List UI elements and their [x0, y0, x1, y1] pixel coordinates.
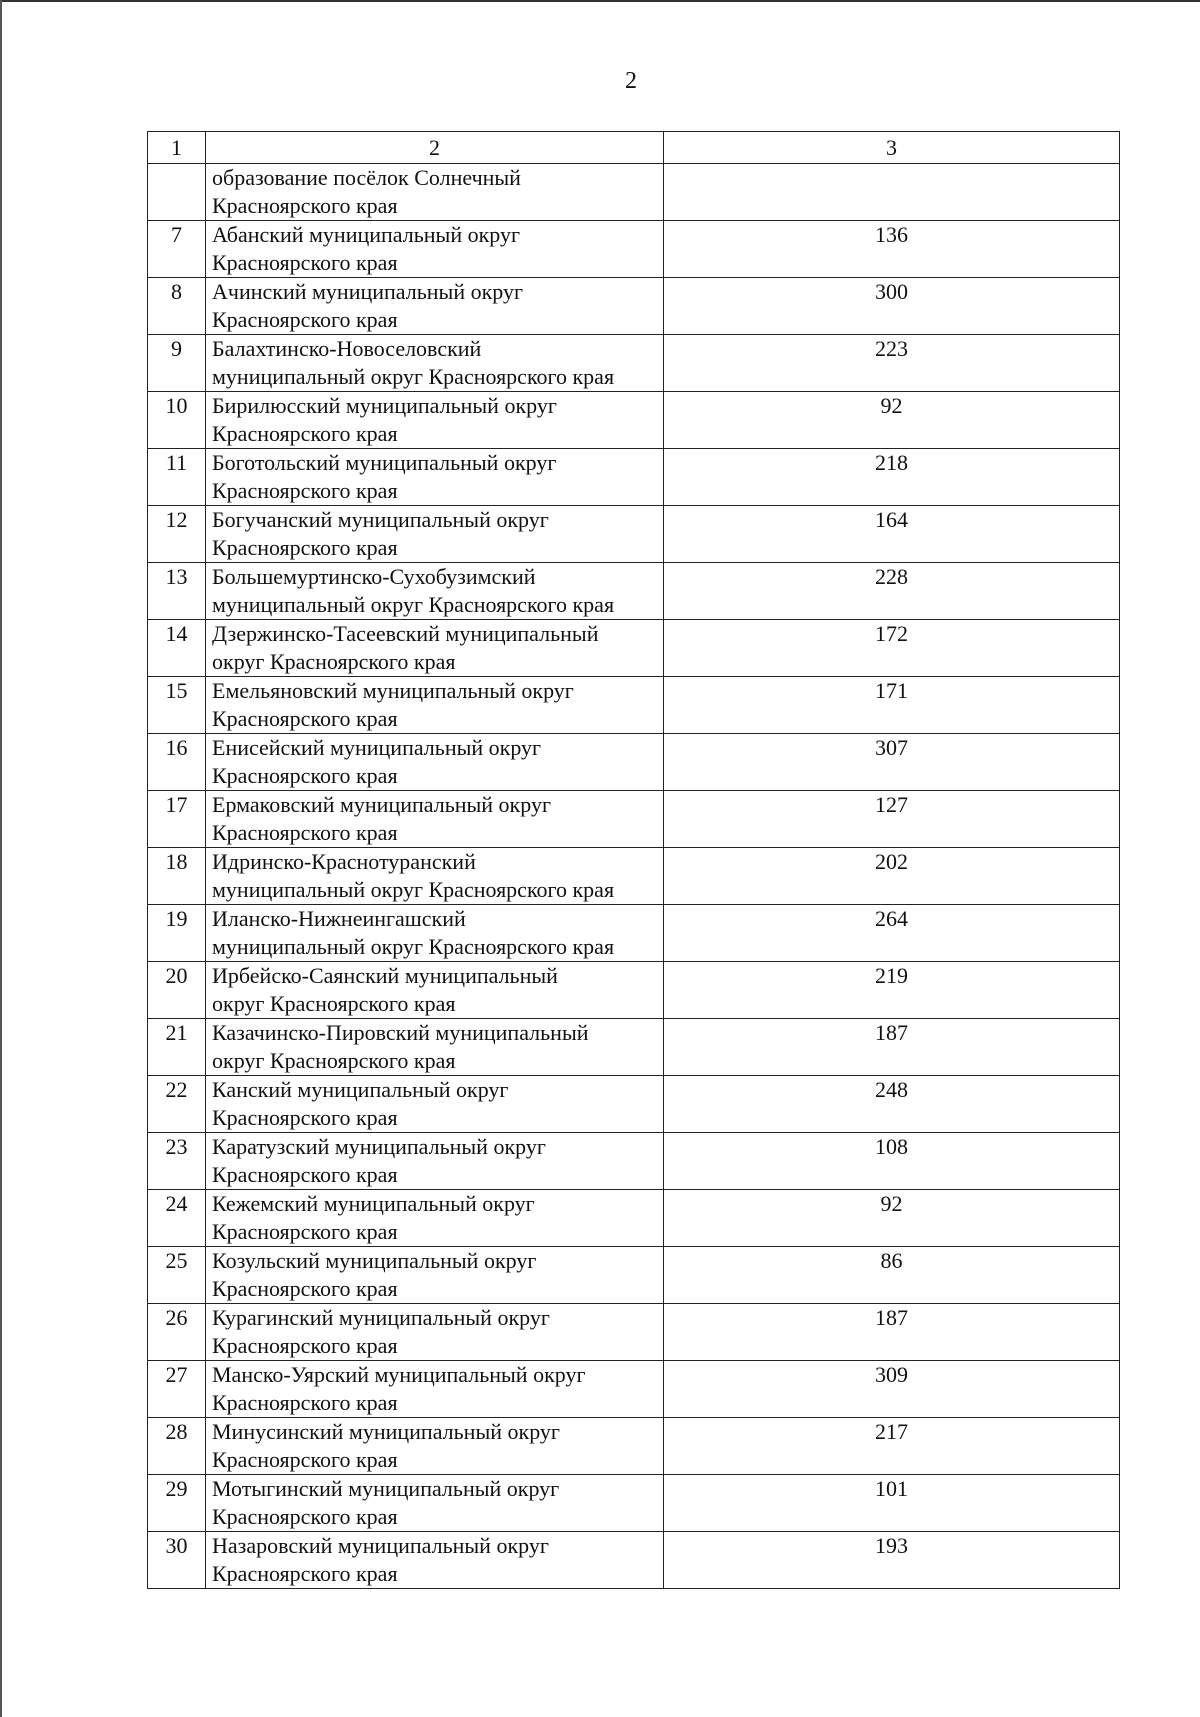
- district-name-cell: [206, 1304, 664, 1361]
- district-name-line: Манско-Уярский муниципальный округ: [212, 1362, 586, 1387]
- district-name-line: Ермаковский муниципальный округ: [212, 792, 551, 817]
- table-row: [148, 221, 1120, 278]
- district-name-cell: [206, 1190, 664, 1247]
- district-name-cell: [206, 221, 664, 278]
- table-row: [148, 1019, 1120, 1076]
- district-name-line: округ Красноярского края: [212, 1048, 456, 1073]
- value-cell: 86: [664, 1247, 1120, 1304]
- district-name-line: Мотыгинский муниципальный округ: [212, 1476, 560, 1501]
- value-cell: 92: [664, 1190, 1120, 1247]
- table-row: [148, 677, 1120, 734]
- value-cell: 223: [664, 335, 1120, 392]
- row-number-cell: 21: [148, 1019, 206, 1076]
- table-row: [148, 449, 1120, 506]
- table-row: [148, 164, 1120, 221]
- district-name-line: Красноярского края: [212, 1447, 398, 1472]
- value-cell: 300: [664, 278, 1120, 335]
- district-name-line: муниципальный округ Красноярского края: [212, 592, 615, 617]
- row-number-cell: 13: [148, 563, 206, 620]
- table-row: [148, 905, 1120, 962]
- district-name-line: Ачинский муниципальный округ: [212, 279, 524, 304]
- value-cell: 136: [664, 221, 1120, 278]
- district-name-line: Красноярского края: [212, 250, 398, 275]
- value-cell: 217: [664, 1418, 1120, 1475]
- table-row: [148, 506, 1120, 563]
- table-row: [148, 1247, 1120, 1304]
- row-number-cell: 10: [148, 392, 206, 449]
- district-name-cell: [206, 1133, 664, 1190]
- value-cell: 108: [664, 1133, 1120, 1190]
- table-row: [148, 791, 1120, 848]
- district-name-line: Каратузский муниципальный округ: [212, 1134, 546, 1159]
- table-row: [148, 620, 1120, 677]
- value-cell: 172: [664, 620, 1120, 677]
- district-name-line: Красноярского края: [212, 763, 398, 788]
- district-name-line: Бирилюсский муниципальный округ: [212, 393, 557, 418]
- table-row: [148, 1475, 1120, 1532]
- value-cell: 187: [664, 1304, 1120, 1361]
- row-number-cell: 29: [148, 1475, 206, 1532]
- district-name-line: Минусинский муниципальный округ: [212, 1419, 560, 1444]
- district-name-line: округ Красноярского края: [212, 649, 456, 674]
- value-cell: 202: [664, 848, 1120, 905]
- value-cell: 187: [664, 1019, 1120, 1076]
- value-cell: 164: [664, 506, 1120, 563]
- table-header-row: [148, 132, 1120, 164]
- header-cell-3: 3: [664, 132, 1120, 164]
- row-number-cell: 17: [148, 791, 206, 848]
- row-number-cell: 28: [148, 1418, 206, 1475]
- district-name-cell: [206, 449, 664, 506]
- district-name-line: Красноярского края: [212, 307, 398, 332]
- header-cell-2: 2: [206, 132, 664, 164]
- district-name-cell: [206, 1361, 664, 1418]
- district-name-cell: [206, 278, 664, 335]
- row-number-cell: 20: [148, 962, 206, 1019]
- district-name-line: Красноярского края: [212, 1390, 398, 1415]
- municipal-districts-table: [147, 131, 1120, 1589]
- district-name-line: Красноярского края: [212, 421, 398, 446]
- row-number-cell: 11: [148, 449, 206, 506]
- district-name-line: Богучанский муниципальный округ: [212, 507, 549, 532]
- row-number-cell: 26: [148, 1304, 206, 1361]
- district-name-line: Красноярского края: [212, 706, 398, 731]
- district-name-line: Красноярского края: [212, 1504, 398, 1529]
- table-row: [148, 1076, 1120, 1133]
- value-cell: 228: [664, 563, 1120, 620]
- value-cell: 127: [664, 791, 1120, 848]
- table-row: [148, 1133, 1120, 1190]
- district-name-line: Канский муниципальный округ: [212, 1077, 509, 1102]
- district-name-line: Кежемский муниципальный округ: [212, 1191, 535, 1216]
- scan-edge-top: [0, 0, 1200, 2]
- value-cell: 264: [664, 905, 1120, 962]
- district-name-cell: [206, 905, 664, 962]
- table-row: [148, 563, 1120, 620]
- district-name-cell: [206, 1076, 664, 1133]
- scan-edge-left: [0, 0, 2, 1717]
- district-name-cell: [206, 620, 664, 677]
- row-number-cell: 16: [148, 734, 206, 791]
- district-name-cell: [206, 506, 664, 563]
- value-cell: 193: [664, 1532, 1120, 1589]
- district-name-cell: [206, 392, 664, 449]
- table-body: [148, 132, 1120, 1589]
- page-number: 2: [625, 68, 637, 94]
- district-name-line: Красноярского края: [212, 1219, 398, 1244]
- district-name-cell: [206, 164, 664, 221]
- table-row: [148, 392, 1120, 449]
- row-number-cell: 7: [148, 221, 206, 278]
- row-number-cell: 12: [148, 506, 206, 563]
- value-cell: 171: [664, 677, 1120, 734]
- district-name-line: Дзержинско-Тасеевский муниципальный: [212, 621, 599, 646]
- district-name-cell: [206, 1247, 664, 1304]
- row-number-cell: 14: [148, 620, 206, 677]
- district-name-cell: [206, 677, 664, 734]
- district-name-line: Идринско-Краснотуранский: [212, 849, 476, 874]
- header-cell-1: 1: [148, 132, 206, 164]
- table-row: [148, 962, 1120, 1019]
- table-row: [148, 848, 1120, 905]
- district-name-line: Красноярского края: [212, 1333, 398, 1358]
- district-name-cell: [206, 1475, 664, 1532]
- district-name-line: Енисейский муниципальный округ: [212, 735, 542, 760]
- value-cell: 101: [664, 1475, 1120, 1532]
- value-cell: 309: [664, 1361, 1120, 1418]
- district-name-line: Назаровский муниципальный округ: [212, 1533, 549, 1558]
- district-name-line: Иланско-Нижнеингашский: [212, 906, 466, 931]
- district-name-line: муниципальный округ Красноярского края: [212, 934, 615, 959]
- district-name-line: Красноярского края: [212, 1105, 398, 1130]
- district-name-line: Абанский муниципальный округ: [212, 222, 521, 247]
- row-number-cell: 8: [148, 278, 206, 335]
- district-name-cell: [206, 1418, 664, 1475]
- value-cell: 218: [664, 449, 1120, 506]
- district-name-line: Красноярского края: [212, 478, 398, 503]
- district-name-cell: [206, 1019, 664, 1076]
- district-name-line: Емельяновский муниципальный округ: [212, 678, 574, 703]
- row-number-cell: 19: [148, 905, 206, 962]
- row-number-cell: 27: [148, 1361, 206, 1418]
- district-name-line: Козульский муниципальный округ: [212, 1248, 537, 1273]
- district-name-line: округ Красноярского края: [212, 991, 456, 1016]
- value-cell: 219: [664, 962, 1120, 1019]
- district-name-line: Красноярского края: [212, 820, 398, 845]
- district-name-line: образование посёлок Солнечный: [212, 165, 521, 190]
- district-name-cell: [206, 962, 664, 1019]
- row-number-cell: 15: [148, 677, 206, 734]
- district-name-line: Красноярского края: [212, 535, 398, 560]
- district-name-line: Красноярского края: [212, 1276, 398, 1301]
- row-number-cell: [148, 164, 206, 221]
- table-row: [148, 1418, 1120, 1475]
- district-name-line: Ирбейско-Саянский муниципальный: [212, 963, 558, 988]
- district-name-cell: [206, 734, 664, 791]
- table-row: [148, 278, 1120, 335]
- table-row: [148, 1361, 1120, 1418]
- table-row: [148, 1304, 1120, 1361]
- district-name-line: Большемуртинско-Сухобузимский: [212, 564, 536, 589]
- row-number-cell: 23: [148, 1133, 206, 1190]
- value-cell: 248: [664, 1076, 1120, 1133]
- district-name-line: муниципальный округ Красноярского края: [212, 364, 615, 389]
- district-name-line: Казачинско-Пировский муниципальный: [212, 1020, 589, 1045]
- value-cell: [664, 164, 1120, 221]
- row-number-cell: 24: [148, 1190, 206, 1247]
- district-name-line: Красноярского края: [212, 1162, 398, 1187]
- district-name-cell: [206, 1532, 664, 1589]
- table-row: [148, 1532, 1120, 1589]
- district-name-line: Красноярского края: [212, 1561, 398, 1586]
- district-name-line: муниципальный округ Красноярского края: [212, 877, 615, 902]
- row-number-cell: 9: [148, 335, 206, 392]
- row-number-cell: 18: [148, 848, 206, 905]
- table-row: [148, 335, 1120, 392]
- district-name-cell: [206, 335, 664, 392]
- district-name-cell: [206, 791, 664, 848]
- value-cell: 92: [664, 392, 1120, 449]
- district-name-line: Боготольский муниципальный округ: [212, 450, 557, 475]
- table-row: [148, 734, 1120, 791]
- row-number-cell: 25: [148, 1247, 206, 1304]
- district-name-line: Курагинский муниципальный округ: [212, 1305, 550, 1330]
- row-number-cell: 30: [148, 1532, 206, 1589]
- district-name-line: Балахтинско-Новоселовский: [212, 336, 482, 361]
- district-name-line: Красноярского края: [212, 193, 398, 218]
- district-name-cell: [206, 563, 664, 620]
- value-cell: 307: [664, 734, 1120, 791]
- table-row: [148, 1190, 1120, 1247]
- district-name-cell: [206, 848, 664, 905]
- row-number-cell: 22: [148, 1076, 206, 1133]
